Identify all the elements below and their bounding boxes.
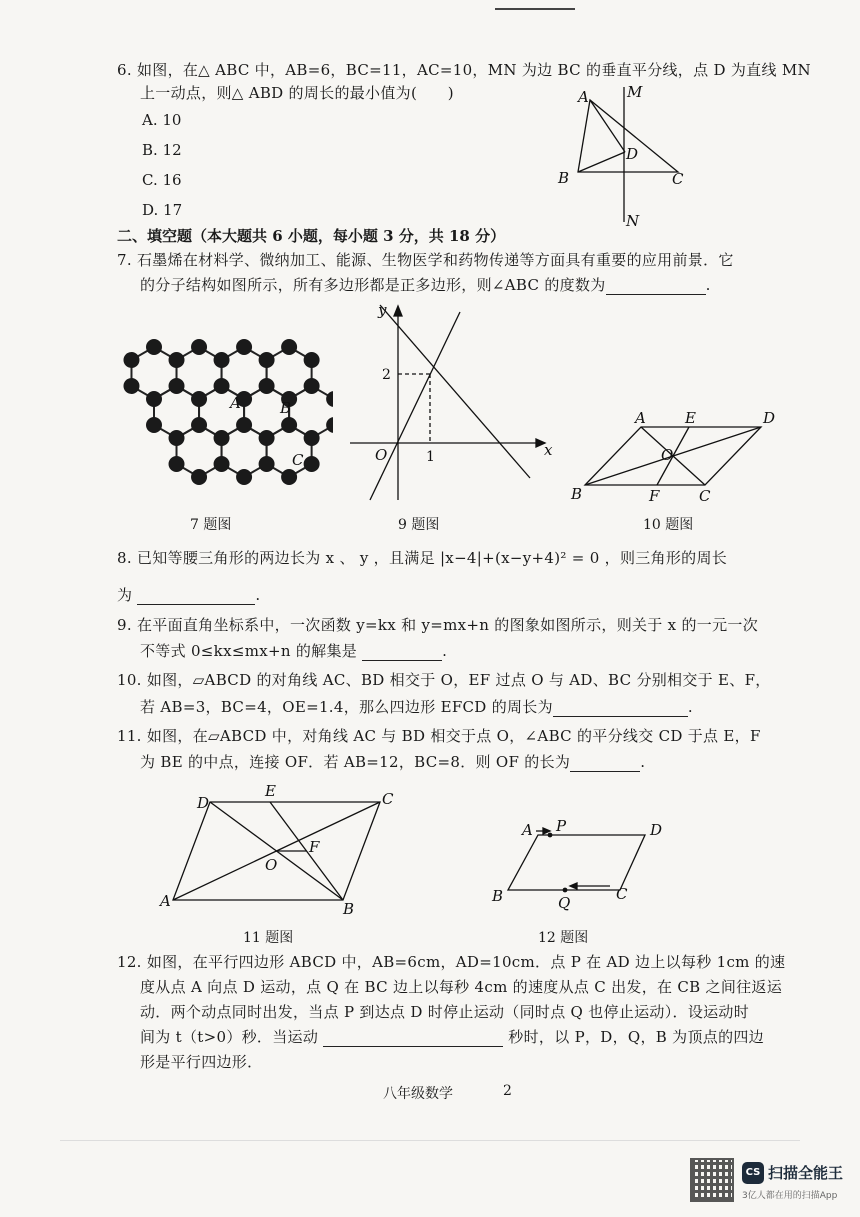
label-a: A xyxy=(522,821,533,839)
carbon-atom xyxy=(191,469,207,485)
label-c: C xyxy=(672,170,684,188)
scanner-tagline: 3亿人都在用的扫描App xyxy=(742,1191,838,1201)
label-o: O xyxy=(661,446,674,464)
q7-line2-end: . xyxy=(705,276,711,294)
arrow-q-head xyxy=(570,883,577,889)
carbon-atom xyxy=(214,456,230,472)
carbon-atom xyxy=(259,378,275,394)
top-scan-mark xyxy=(495,0,575,10)
carbon-atom xyxy=(146,339,162,355)
carbon-atom xyxy=(304,456,320,472)
segment-bd xyxy=(578,152,625,172)
carbon-atom xyxy=(169,378,185,394)
q10-figure xyxy=(565,405,790,505)
fig7-caption: 7 题图 xyxy=(190,517,232,533)
label-c: C xyxy=(699,487,711,505)
label-b: B xyxy=(571,485,583,503)
q11-line2-text: 为 BE 的中点，连接 OF．若 AB=12，BC=8．则 OF 的长为 xyxy=(140,753,571,771)
q12-line5: 形是平行四边形． xyxy=(140,1053,263,1071)
q12-line4-text: 间为 t（t>0）秒．当运动 xyxy=(140,1028,319,1046)
point-p xyxy=(548,833,553,838)
footer-subject: 八年级数学 xyxy=(383,1086,453,1102)
label-o: O xyxy=(265,856,278,874)
carbon-atom xyxy=(304,352,320,368)
q6-option-b: B. 12 xyxy=(142,141,182,159)
label-e: E xyxy=(685,409,696,427)
q10-answer-blank[interactable] xyxy=(553,700,688,717)
label-f: F xyxy=(309,838,320,856)
carbon-atom xyxy=(236,339,252,355)
label-d: D xyxy=(626,145,639,163)
q12-answer-blank[interactable] xyxy=(323,1030,503,1047)
q10-line2-end: . xyxy=(687,698,693,716)
label-d: D xyxy=(650,821,663,839)
carbon-atom xyxy=(169,352,185,368)
label-2: 2 xyxy=(382,367,391,383)
q10-line1: 10. 如图，▱ABCD 的对角线 AC、BD 相交于 O，EF 过点 O 与 AD、BC 分别相交于 E、F， xyxy=(117,671,771,689)
label-o: O xyxy=(375,446,388,464)
label-c: C xyxy=(616,885,628,903)
graphene-figure xyxy=(118,335,333,505)
q9-line2-text: 不等式 0≤kx≤mx+n 的解集是 xyxy=(140,642,358,660)
carbon-atom xyxy=(304,378,320,394)
label-n: N xyxy=(626,212,640,230)
q7-answer-blank[interactable] xyxy=(606,278,706,295)
q6-line1: 6. 如图，在△ ABC 中，AB=6，BC=11，AC=10，MN 为边 BC 的垂直平分线，点 D 为直线 MN xyxy=(117,61,811,79)
q9-line2 xyxy=(140,641,447,661)
label-d: D xyxy=(763,409,776,427)
q7-line2-text: 的分子结构如图所示，所有多边形都是正多边形，则∠ABC 的度数为 xyxy=(140,276,606,294)
carbon-atom xyxy=(259,430,275,446)
qr-code-icon xyxy=(690,1158,734,1202)
q6-line2: 上一动点，则△ ABD 的周长的最小值为( ) xyxy=(140,84,454,102)
q12-line4-end: 秒时，以 P，D，Q，B 为顶点的四边 xyxy=(508,1028,764,1046)
label-y: y xyxy=(378,301,387,319)
page-bottom-edge xyxy=(60,1140,800,1141)
carbon-atom xyxy=(123,352,139,368)
q11-line1: 11. 如图，在▱ABCD 中，对角线 AC 与 BD 相交于点 O，∠ABC 的平分线交 CD 于点 E，F xyxy=(117,727,761,745)
line-y-kx xyxy=(370,312,460,500)
carbon-atom xyxy=(169,456,185,472)
carbon-atom xyxy=(259,352,275,368)
point-q xyxy=(563,888,568,893)
fig11-caption: 11 题图 xyxy=(243,930,294,946)
label-c: C xyxy=(382,790,394,808)
label-e: E xyxy=(265,782,276,800)
scanner-app-name: 扫描全能王 xyxy=(768,1164,844,1182)
q7-line2 xyxy=(140,275,711,295)
label-b: B xyxy=(492,887,504,905)
carbon-atom xyxy=(214,378,230,394)
carbon-atom xyxy=(191,339,207,355)
q10-line2 xyxy=(140,697,693,717)
fig9-caption: 9 题图 xyxy=(398,517,440,533)
q12-line2: 度从点 A 向点 D 运动，点 Q 在 BC 边上以每秒 4cm 的速度从点 C 出发，在 CB 之间往返运 xyxy=(140,978,783,996)
q12-line1: 12. 如图，在平行四边形 ABCD 中，AB=6cm，AD=10cm．点 P 在 AD 边上以每秒 1cm 的速 xyxy=(117,953,786,971)
q11-figure xyxy=(155,780,405,920)
label-q: Q xyxy=(558,894,571,912)
footer-page-number: 2 xyxy=(503,1083,512,1099)
carbon-atom xyxy=(281,469,297,485)
label-a: A xyxy=(635,409,646,427)
segment-ad xyxy=(590,100,625,152)
q6-figure xyxy=(550,82,700,232)
label-a: A xyxy=(160,892,171,910)
q8-line1: 8. 已知等腰三角形的两边长为 x 、 y ，且满足 |x−4|+(x−y+4)² = 0 ，则三角形的周长 xyxy=(117,549,728,567)
q12-line4 xyxy=(140,1027,764,1047)
carbon-atom xyxy=(191,417,207,433)
q11-line2-end: . xyxy=(640,753,646,771)
q12-line3: 动．两个动点同时出发，当点 P 到达点 D 时停止运动（同时点 Q 也停止运动）．设运动时 xyxy=(140,1003,750,1021)
fig10-caption: 10 题图 xyxy=(643,517,694,533)
q8-line2 xyxy=(117,585,260,605)
carbon-atom xyxy=(214,430,230,446)
carbon-atom xyxy=(236,417,252,433)
q9-line2-end: . xyxy=(442,642,448,660)
label-p: P xyxy=(556,817,567,835)
carbon-atom xyxy=(326,391,333,407)
carbon-atom xyxy=(169,430,185,446)
label-a: A xyxy=(578,88,589,106)
label-c: C xyxy=(292,451,304,469)
label-m: M xyxy=(627,83,643,101)
camscanner-logo-icon: CS xyxy=(742,1162,764,1184)
parallelogram-abcd xyxy=(508,835,645,890)
label-b: B xyxy=(558,169,570,187)
y-axis-arrow xyxy=(394,306,402,316)
q10-line2-text: 若 AB=3，BC=4，OE=1.4，那么四边形 EFCD 的周长为 xyxy=(140,698,553,716)
carbon-atom xyxy=(304,430,320,446)
carbon-atom xyxy=(259,456,275,472)
q6-option-d: D. 17 xyxy=(142,201,183,219)
q8-answer-blank[interactable] xyxy=(137,588,255,605)
label-b: B xyxy=(343,900,355,918)
section-2-heading: 二、填空题（本大题共 6 小题，每小题 3 分，共 18 分） xyxy=(117,227,506,245)
carbon-atom xyxy=(191,391,207,407)
label-d: D xyxy=(197,794,210,812)
q6-option-c: C. 16 xyxy=(142,171,182,189)
q11-line2 xyxy=(140,752,645,772)
q6-option-a: A. 10 xyxy=(142,111,182,129)
fig12-caption: 12 题图 xyxy=(538,930,589,946)
label-1: 1 xyxy=(426,449,435,465)
q8-line2-text: 为 xyxy=(117,586,133,604)
label-a: A xyxy=(230,394,241,412)
carbon-atom xyxy=(281,339,297,355)
q8-line2-end: . xyxy=(255,586,261,604)
q12-figure xyxy=(490,815,680,915)
carbon-atom xyxy=(281,417,297,433)
q11-answer-blank[interactable] xyxy=(570,755,640,772)
carbon-atom xyxy=(236,469,252,485)
carbon-atom xyxy=(214,352,230,368)
label-b: B xyxy=(280,399,292,417)
q9-line1: 9. 在平面直角坐标系中，一次函数 y=kx 和 y=mx+n 的图象如图所示，则关于 x 的一元一次 xyxy=(117,616,758,634)
carbon-atom xyxy=(326,417,333,433)
label-x: x xyxy=(544,441,553,459)
scanner-watermark xyxy=(690,1158,850,1208)
function-graph xyxy=(340,300,560,505)
label-f: F xyxy=(649,487,660,505)
q9-answer-blank[interactable] xyxy=(362,644,442,661)
q7-line1: 7. 石墨烯在材料学、微纳加工、能源、生物医学和药物传递等方面具有重要的应用前景．它 xyxy=(117,251,734,269)
carbon-atom xyxy=(123,378,139,394)
carbon-atom xyxy=(146,391,162,407)
carbon-atom xyxy=(146,417,162,433)
line-y-mx-n xyxy=(380,305,530,478)
